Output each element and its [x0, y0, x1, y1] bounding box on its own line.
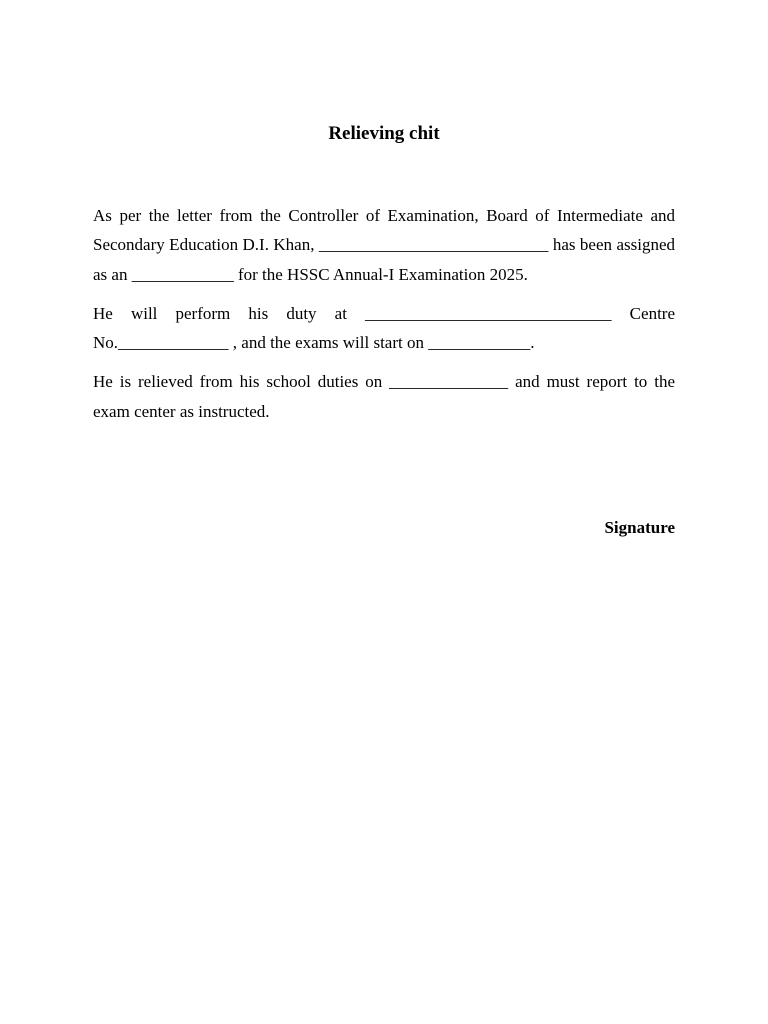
paragraph-relieved: He is relieved from his school duties on ______________ and must report to the exam center as instructed.: [93, 372, 675, 421]
document-title: Relieving chit: [328, 123, 440, 144]
document-body: [93, 201, 675, 436]
paragraph-duty-centre: He will perform his duty at _____________________________ Centre No._____________ , and the exams will start on ____________.: [93, 303, 675, 353]
signature-label: Signature: [604, 518, 675, 537]
paragraph-assignment: As per the letter from the Controller of Examination, Board of Intermediate and Secondary Education D.I. Khan, ___________________________ has been assigned as an ____________ for the HSSC Annual-I Examination 2025.: [93, 206, 675, 284]
